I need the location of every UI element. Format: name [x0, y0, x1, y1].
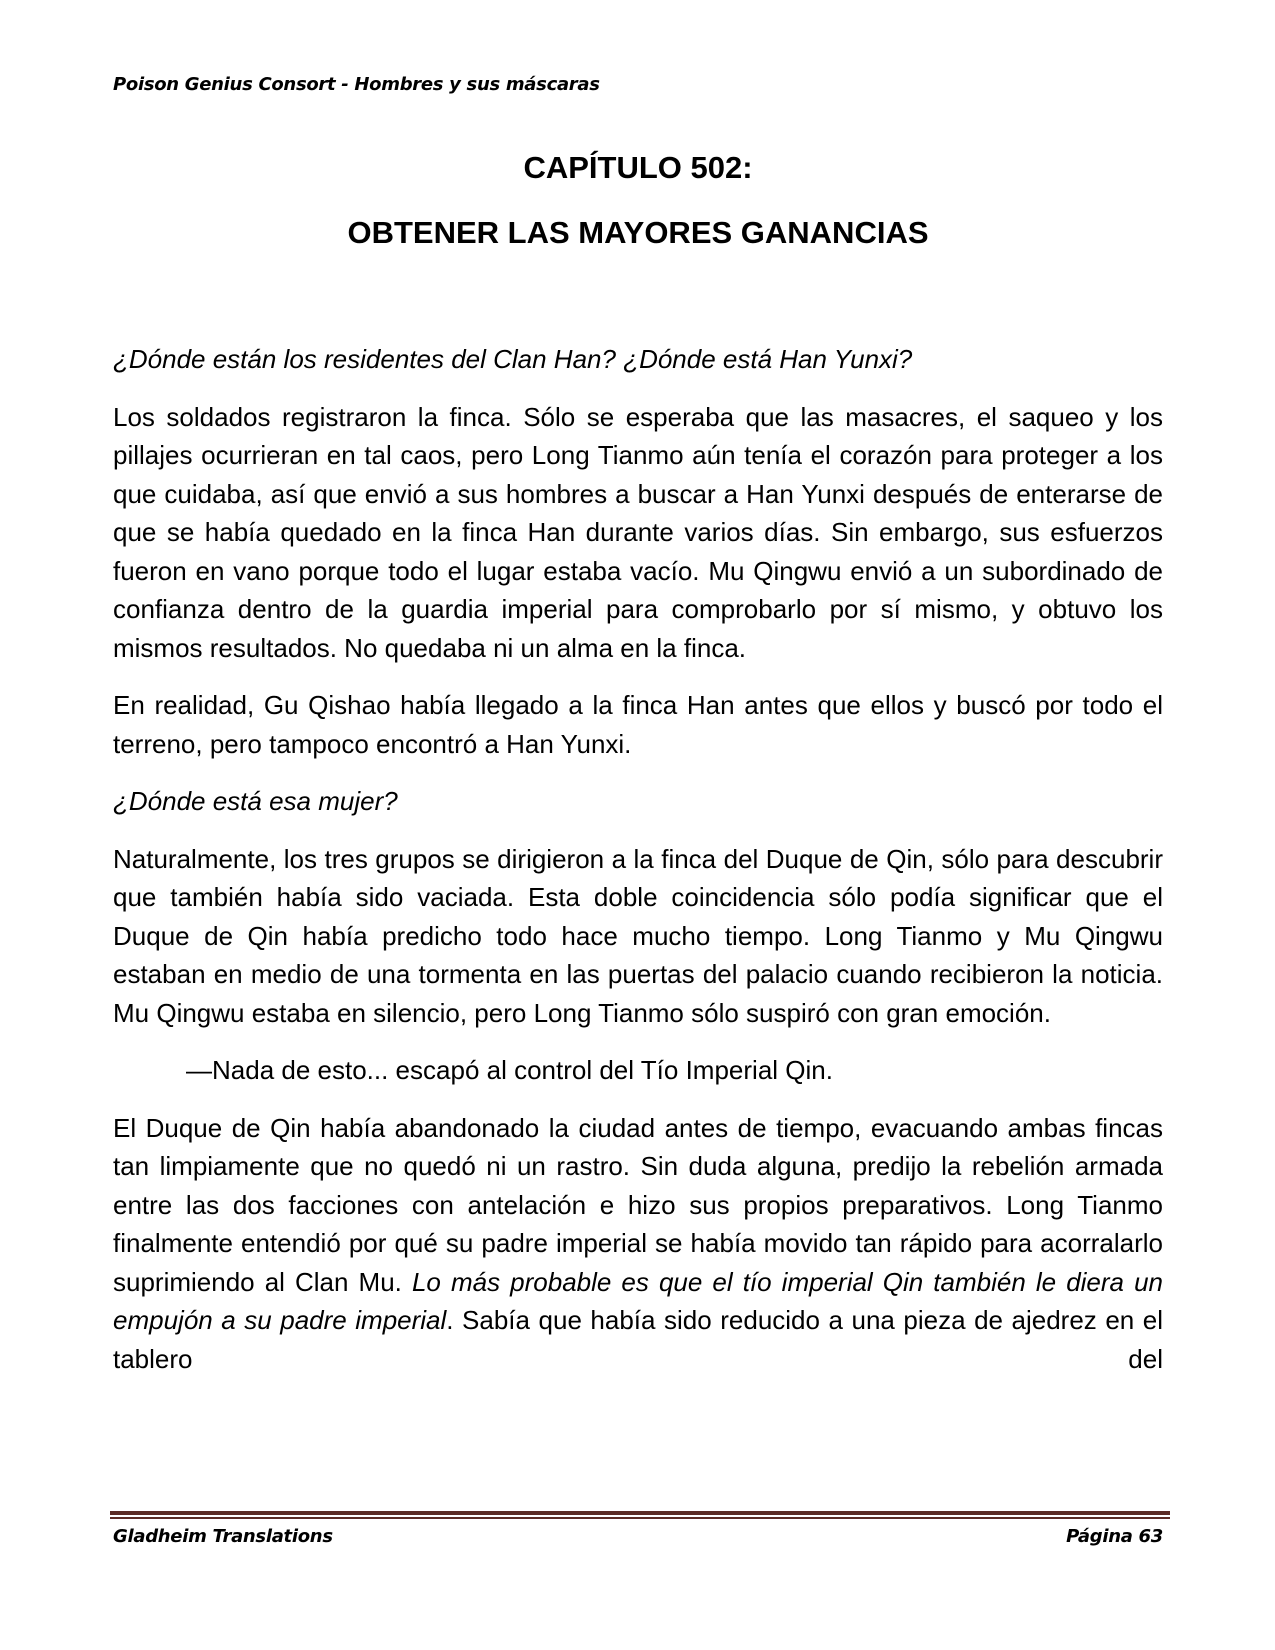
paragraph-7 [113, 1109, 1163, 1379]
chapter-heading [113, 150, 1163, 251]
paragraph-6-dialogue: —Nada de esto... escapó al control del Tío Imperial Qin. [186, 1055, 833, 1085]
paragraph-2: Los soldados registraron la finca. Sólo se esperaba que las masacres, el saqueo y los pillajes ocurrieran en tal caos, pero Long Tianmo aún tenía el corazón para proteger a los que cuidaba, así que envió a sus hombres a buscar a Han Yunxi después de enterarse de que se había quedado en la finca Han durante varios días. Sin embargo, sus esfuerzos fueron en vano porque todo el lugar estaba vacío. Mu Qingwu envió a un subordinado de confianza dentro de la guardia imperial para comprobarlo por sí mismo, y obtuvo los mismos resultados. No quedaba ni un alma en la finca. [113, 401, 1163, 663]
running-header: Poison Genius Consort - Hombres y sus máscaras [113, 74, 600, 95]
paragraph-7-part1: El Duque de Qin había abandonado la ciudad antes de tiempo, evacuando ambas fincas tan limpiamente que no quedó ni un rastro. Sin duda alguna, predijo la rebelión armada entre las dos facciones con antelación e hizo sus propios preparativos. Long Tianmo finalmente entendió por qué su padre imperial se había movido tan rápido para acorralarlo suprimiendo al Clan Mu. [113, 1112, 1163, 1297]
paragraph-4: ¿Dónde está esa mujer? [113, 786, 398, 816]
footer-rule-thick [110, 1511, 1170, 1515]
footer-rule-thin [110, 1517, 1170, 1519]
paragraph-7-part2: . Sabía que había sido reducido a una pieza de ajedrez en el tablero del [113, 1305, 1164, 1374]
footer-translator: Gladheim Translations [113, 1526, 333, 1547]
paragraph-3: En realidad, Gu Qishao había llegado a la finca Han antes que ellos y buscó por todo el terreno, pero tampoco encontró a Han Yunxi. [113, 690, 1163, 759]
footer-page-number: Página 63 [1066, 1526, 1163, 1547]
chapter-title: OBTENER LAS MAYORES GANANCIAS [347, 215, 929, 250]
chapter-body [113, 340, 1163, 1378]
paragraph-5: Naturalmente, los tres grupos se dirigieron a la finca del Duque de Qin, sólo para descubrir que también había sido vaciada. Esta doble coincidencia sólo podía significar que el Duque de Qin había predicho todo hace mucho tiempo. Long Tianmo y Mu Qingwu estaban en medio de una tormenta en las puertas del palacio cuando recibieron la noticia. Mu Qingwu estaba en silencio, pero Long Tianmo sólo suspiró con gran emoción. [113, 843, 1163, 1028]
paragraph-7-italic: Lo más probable es que el tío imperial Qin también le diera un empujón a su padre imperial [113, 1266, 1163, 1335]
paragraph-1: ¿Dónde están los residentes del Clan Han? ¿Dónde está Han Yunxi? [113, 344, 913, 374]
chapter-number: CAPÍTULO 502: [523, 150, 753, 185]
